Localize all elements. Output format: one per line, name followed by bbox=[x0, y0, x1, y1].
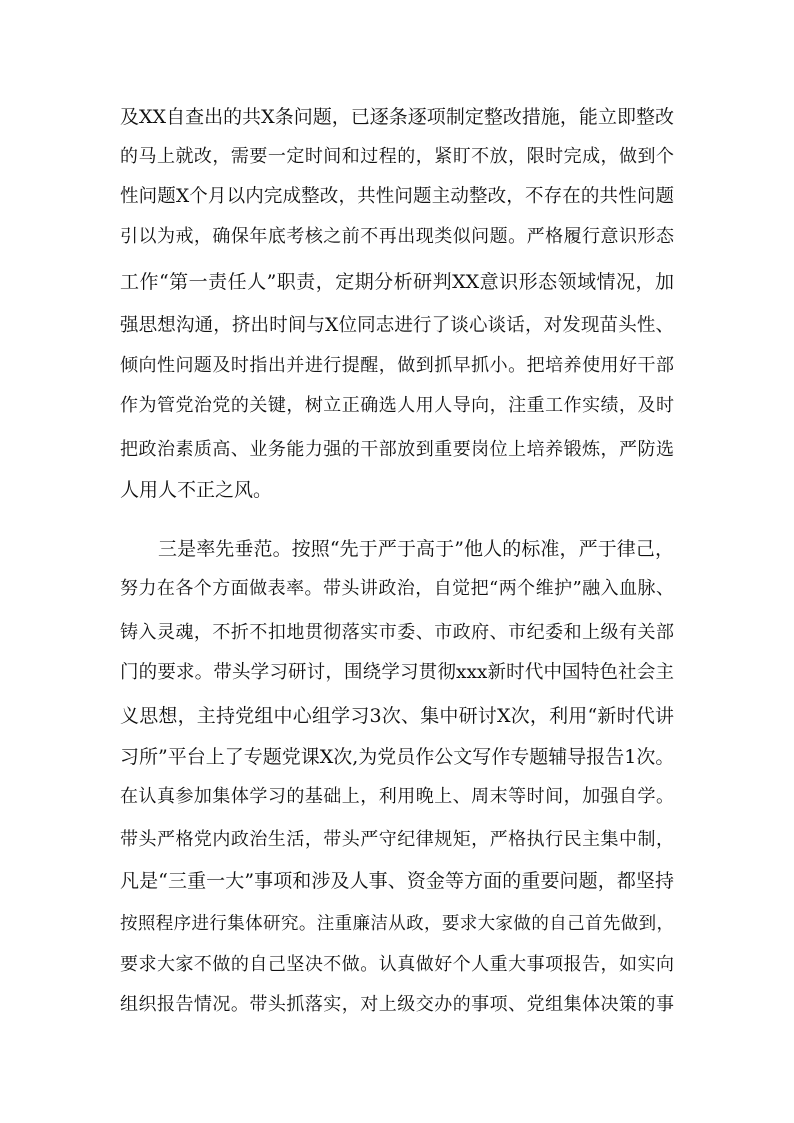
paragraph-1-line-3: 性问题X个月以内完成整改，共性问题主动整改，不存在的共性问题 bbox=[120, 186, 674, 207]
paragraph-2-line-5: 义思想，主持党组中心组学习3次、集中研讨X次，利用“新时代讲 bbox=[120, 705, 674, 727]
paragraph-2-line-7: 在认真参加集体学习的基础上，利用晚上、周末等时间，加强自学。 bbox=[120, 786, 674, 807]
paragraph-2-line-6: 习所”平台上了专题党课X次,为党员作公文写作专题辅导报告1次。 bbox=[120, 746, 675, 768]
paragraph-1-line-10: 人用人不正之风。 bbox=[120, 479, 273, 501]
paragraph-2-line-2: 努力在各个方面做表率。带头讲政治，自觉把“两个维护”融入血脉、 bbox=[120, 578, 674, 599]
paragraph-2-line-10: 按照程序进行集体研究。注重廉洁从政，要求大家做的自己首先做到， bbox=[120, 914, 674, 934]
paragraph-1-line-2: 的马上就改，需要一定时间和过程的，紧盯不放，限时完成，做到个 bbox=[120, 146, 674, 167]
paragraph-2-line-4: 门的要求。带头学习研讨，围绕学习贯彻xxx新时代中国特色社会主 bbox=[120, 662, 674, 683]
paragraph-1-line-4: 引以为戒，确保年底考核之前不再出现类似问题。严格履行意识形态 bbox=[120, 226, 674, 247]
paragraph-2-line-9: 凡是“三重一大”事项和涉及人事、资金等方面的重要问题，都坚持 bbox=[120, 870, 674, 892]
paragraph-2-line-8: 带头严格党内政治生活，带头严守纪律规矩，严格执行民主集中制， bbox=[120, 829, 674, 850]
paragraph-2-line-12: 组织报告情况。带头抓落实，对上级交办的事项、党组集体决策的事 bbox=[120, 994, 674, 1015]
paragraph-2-line-11: 要求大家不做的自己坚决不做。认真做好个人重大事项报告，如实向 bbox=[120, 954, 674, 975]
paragraph-2-line-3: 铸入灵魂，不折不扣地贯彻落实市委、市政府、市纪委和上级有关部 bbox=[120, 622, 674, 643]
paragraph-1-line-8: 作为管党治党的关键，树立正确选人用人导向，注重工作实绩，及时 bbox=[120, 395, 674, 416]
paragraph-1-line-7: 倾向性问题及时指出并进行提醒，做到抓早抓小。把培养使用好干部 bbox=[120, 355, 674, 376]
paragraph-1-line-9: 把政治素质高、业务能力强的干部放到重要岗位上培养锻炼，严防选 bbox=[120, 439, 674, 460]
paragraph-1-line-1: 及XX自查出的共X条问题，已逐条逐项制定整改措施，能立即整改 bbox=[120, 106, 674, 128]
paragraph-1-line-6: 强思想沟通，挤出时间与X位同志进行了谈心谈话，对发现苗头性、 bbox=[120, 315, 674, 336]
paragraph-1-line-5: 工作“第一责任人”职责，定期分析研判XX意识形态领域情况，加 bbox=[120, 271, 674, 293]
paragraph-2-line-1: 三是率先垂范。按照“先于严于高于”他人的标准，严于律己， bbox=[158, 538, 674, 560]
